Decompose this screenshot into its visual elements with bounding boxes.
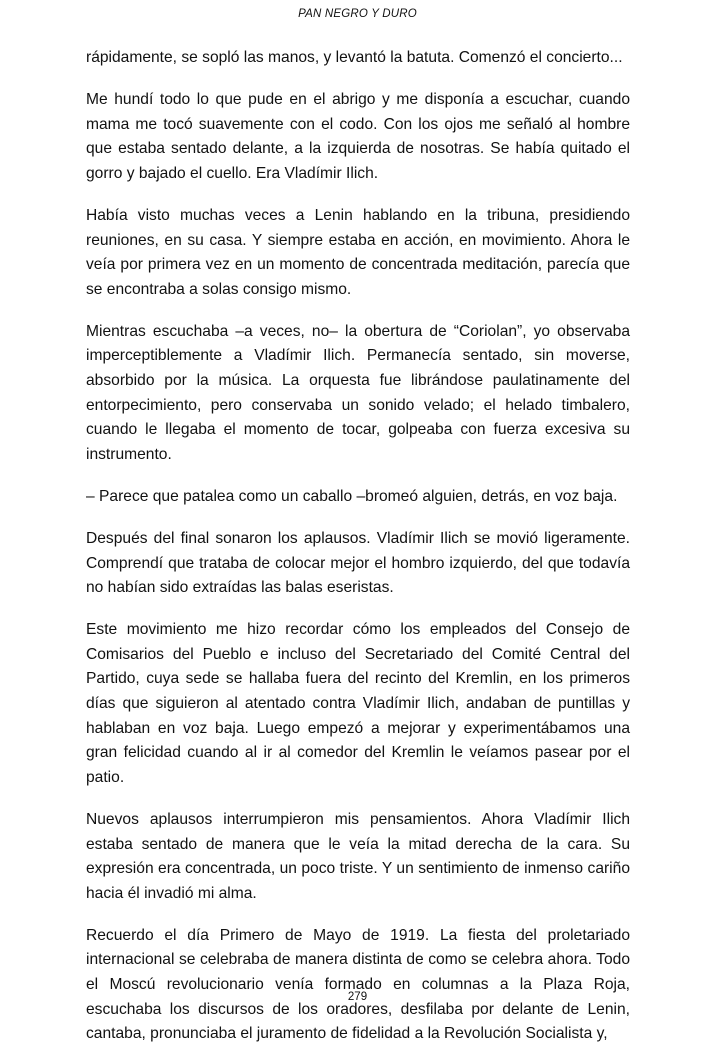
page-body (86, 46, 630, 1064)
paragraph: Este movimiento me hizo recordar cómo los empleados del Consejo de Comisarios del Pueblo e incluso del Secretariado del Comité Central del Partido, cuya sede se hallaba fuera del recinto del Kremlin, en los primeros días que siguieron al atentado contra Vladímir Ilich, andaban de puntillas y hablaban en voz baja. Luego empezó a mejorar y experimentábamos una gran felicidad cuando al ir al comedor del Kremlin le veíamos pasear por el patio. (86, 621, 630, 786)
running-header: PAN NEGRO Y DURO (298, 8, 417, 20)
paragraph: Recuerdo el día Primero de Mayo de 1919. La fiesta del proletariado internacional se celebraba de manera distinta de como se celebra ahora. Todo el Moscú revolucionario venía formado en columnas a la Plaza Roja, escuchaba los discursos de los oradores, desfilaba por delante de Lenin, cantaba, pronunciaba el juramento de fidelidad a la Revolución Socialista y, (86, 926, 630, 1043)
paragraph: Nuevos aplausos interrumpieron mis pensamientos. Ahora Vladímir Ilich estaba sentado de manera que le veía la mitad derecha de la cara. Su expresión era concentrada, un poco triste. Y un sentimiento de inmenso cariño hacia él invadió mi alma. (86, 810, 630, 902)
paragraph: Había visto muchas veces a Lenin hablando en la tribuna, presidiendo reuniones, en su casa. Y siempre estaba en acción, en movimiento. Ahora le veía por primera vez en un momento de concentrada meditación, parecía que se encontraba a solas consigo mismo. (86, 206, 630, 298)
page-number: 279 (347, 991, 368, 1003)
paragraph: rápidamente, se sopló las manos, y levantó la batuta. Comenzó el concierto... (86, 49, 623, 66)
paragraph: – Parece que patalea como un caballo –bromeó alguien, detrás, en voz baja. (86, 487, 618, 505)
paragraph: Mientras escuchaba –a veces, no– la obertura de “Coriolan”, yo observaba imperceptiblemente a Vladímir Ilich. Permanecía sentado, sin moverse, absorbido por la música. La orquesta fue librándose paulatinamente del entorpecimiento, pero conservaba un sonido velado; el helado timbalero, cuando le llegaba el momento de tocar, golpeaba con fuerza excesiva su instrumento. (86, 322, 630, 463)
paragraph: Me hundí todo lo que pude en el abrigo y me disponía a escuchar, cuando mama me tocó suavemente con el codo. Con los ojos me señaló al hombre que estaba sentado delante, a la izquierda de nosotras. Se había quitado el gorro y bajado el cuello. Era Vladímir Ilich. (86, 91, 630, 182)
paragraph: Después del final sonaron los aplausos. Vladímir Ilich se movió ligeramente. Comprendí que trataba de colocar mejor el hombro izquierdo, del que todavía no habían sido extraídas las balas eseristas. (86, 530, 630, 597)
